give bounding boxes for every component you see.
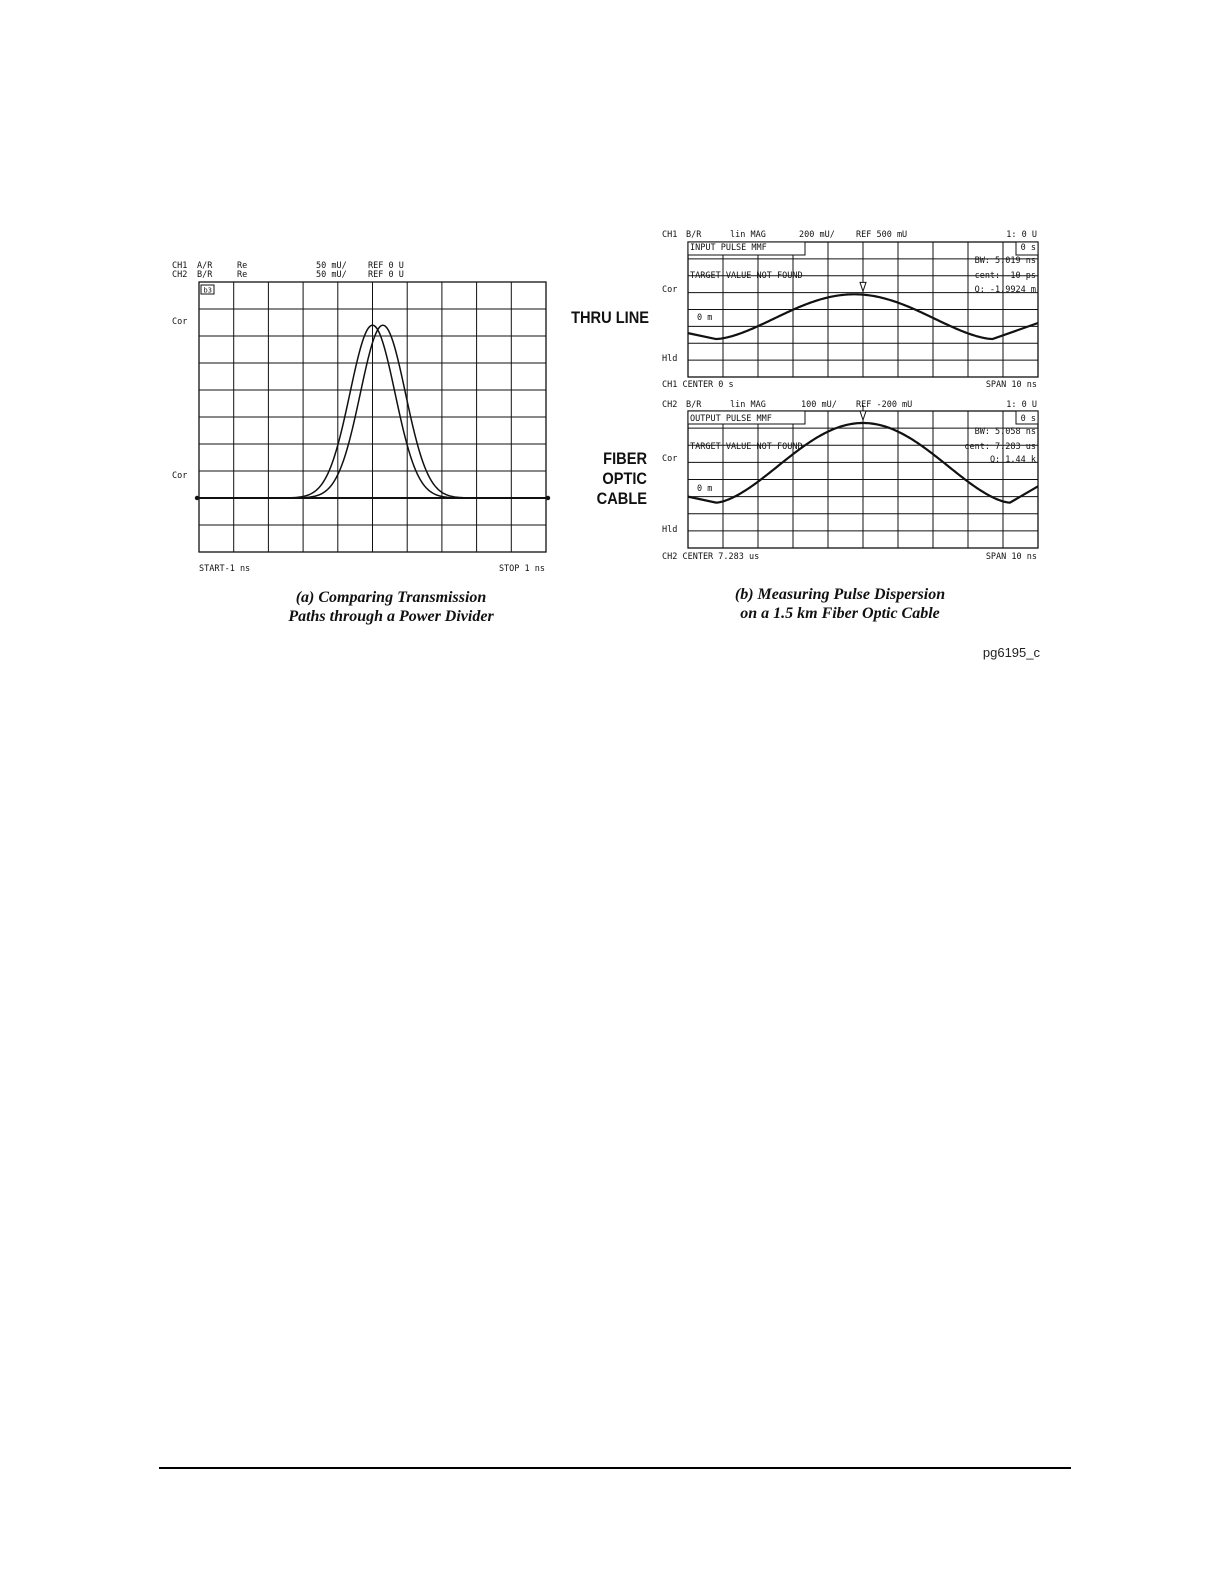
panel-a [172,261,550,574]
fiber-optic-cable-title [597,450,648,508]
fiber-title-line2: OPTIC [602,470,647,489]
bb-overlay-marker-label: 0 m [697,484,713,494]
bt-channel: CH1 [662,230,678,240]
a-ch2-scale: 50 mU/ [316,270,347,280]
panel-b-top [662,230,1038,390]
bb-side-label-bottom: Hld [662,525,678,535]
a-ref-marker-left [195,496,199,500]
bt-center-label: CH1 CENTER 0 s [662,380,734,390]
fiber-title-line3: CABLE [596,490,647,509]
a-marker-box-label: b3 [203,286,212,295]
bt-overlay-marker-value: 0 s [1020,243,1036,253]
a-side-label-bottom: Cor [172,471,188,481]
bt-format: lin MAG [730,230,766,240]
bt-overlay-title: INPUT PULSE MMF [690,243,767,253]
panel-a-grid [199,282,546,552]
bb-ref: REF -200 mU [856,400,913,410]
a-ch1-param: A/R [197,261,213,271]
bt-param: B/R [686,230,702,240]
b-caption-line1: (b) Measuring Pulse Dispersion [734,586,946,603]
a-ch2-ref: REF 0 U [368,270,404,280]
bb-overlay-cent: cent: 7.283 us [964,442,1036,452]
bt-ref: REF 500 mU [856,230,908,240]
a-ch1-format: Re [237,261,248,271]
bb-marker: 1: 0 U [1006,400,1037,410]
panel-b-bottom [662,400,1038,562]
bb-side-label-top: Cor [662,454,678,464]
bt-side-label-bottom: Hld [662,354,678,364]
bb-center-label: CH2 CENTER 7.283 us [662,552,760,562]
a-side-label-top: Cor [172,317,188,327]
bt-scale: 200 mU/ [799,230,835,240]
bb-span-label: SPAN 10 ns [985,552,1037,562]
bb-channel: CH2 [662,400,678,410]
fiber-title-line1: FIBER [603,450,647,469]
bt-overlay-message: TARGET VALUE NOT FOUND [690,271,803,281]
bb-format: lin MAG [730,400,766,410]
b-caption-line2: on a 1.5 km Fiber Optic Cable [740,605,940,622]
a-ref-marker-right [546,496,550,500]
bb-overlay-title: OUTPUT PULSE MMF [690,414,772,424]
bb-peak-marker [860,411,866,420]
bt-span-label: SPAN 10 ns [985,380,1037,390]
a-ch2-param: B/R [197,270,213,280]
bt-overlay-bw: BW: 5.019 ns [974,256,1036,266]
a-caption-line1: (a) Comparing Transmission [295,589,487,606]
bt-overlay-marker-label: 0 m [697,313,713,323]
a-ch1-scale: 50 mU/ [316,261,347,271]
bt-marker: 1: 0 U [1006,230,1037,240]
bt-overlay-cent: cent: -10 ps [974,271,1036,281]
bb-overlay-q: Q: 1.44 k [989,455,1036,465]
a-start-label: START-1 ns [199,564,251,574]
a-stop-label: STOP 1 ns [498,564,545,574]
a-ch1-label: CH1 [172,261,188,271]
footer-rule [159,1467,1071,1469]
bb-overlay-message: TARGET VALUE NOT FOUND [690,442,803,452]
bt-side-label-top: Cor [662,285,678,295]
a-ch2-format: Re [237,270,248,280]
bb-overlay-bw: BW: 5.058 ns [974,427,1036,437]
thru-line-title: THRU LINE [571,309,649,328]
bt-overlay-q: Q: -1.9924 m [974,285,1036,295]
bt-peak-marker [860,282,866,291]
bb-param: B/R [686,400,702,410]
bb-scale: 100 mU/ [801,400,837,410]
bb-overlay-marker-value: 0 s [1020,414,1036,424]
a-caption-line2: Paths through a Power Divider [288,608,494,625]
a-ch2-label: CH2 [172,270,188,280]
figure-id: pg6195_c [982,645,1040,660]
a-ch1-ref: REF 0 U [368,261,404,271]
